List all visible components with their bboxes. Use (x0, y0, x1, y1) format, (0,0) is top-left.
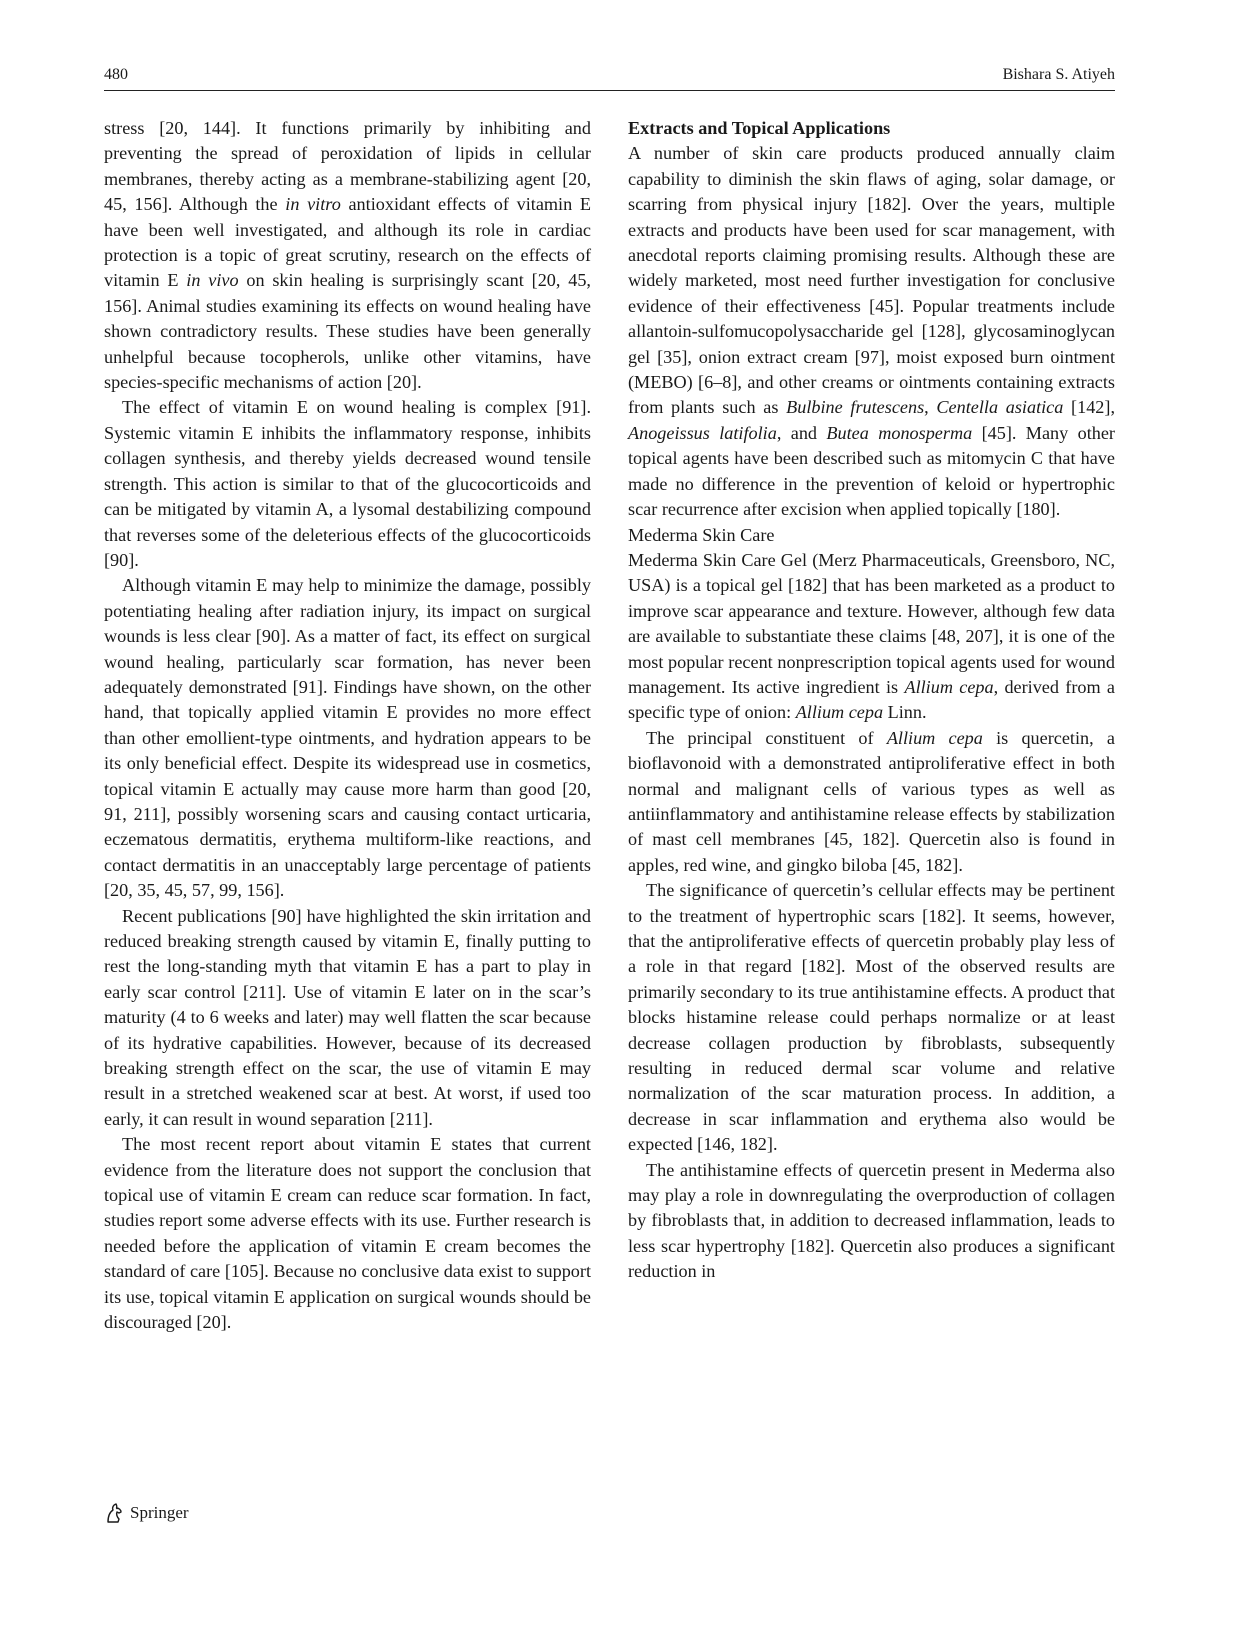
paragraph (628, 548, 1115, 726)
text-run: A number of skin care products produced annually claim capability to diminish the skin flaws of aging, solar damage, or scarring from physical injury [182]. Over the years, multiple extracts and products have been used for scar management, with anecdotal reports claiming promising results. Although these are widely marketed, most need further investigation for conclusive evidence of their effectiveness [45]. Popular treatments include allantoin-sulfomucopolysaccharide gel [128], glycosaminoglycan gel [35], onion extract cream [97], moist exposed burn ointment (MEBO) [6–8], and other creams or ointments containing extracts from plants such as (628, 143, 1115, 418)
paragraph: Recent publications [90] have highlighted the skin irritation and reduced breaking strength caused by vitamin E, finally putting to rest the long-standing myth that vitamin E has a part to play in early scar control [211]. Use of vitamin E later on in the scar’s maturity (4 to 6 weeks and later) may well flatten the scar because of its hydrative capabilities. However, because of its decreased breaking strength effect on the scar, the use of vitamin E may result in a stretched weakened scar at best. At worst, if used too early, it can result in wound separation [211]. (104, 905, 591, 1129)
text-run: , derived from a specific type of onion: (628, 676, 1116, 723)
italic-term: Anogeissus latifolia (628, 422, 777, 443)
italic-term: Allium cepa (886, 727, 983, 748)
paragraph: The antihistamine effects of quercetin present in Mederma also may play a role in downregulating the overproduction of collagen by fibroblasts that, in addition to decreased inflammation, leads to less scar hypertrophy [182]. Quercetin also produces a significant reduction in (628, 1159, 1115, 1282)
text-run: , and (776, 422, 827, 443)
italic-term: in vivo (186, 270, 239, 291)
publisher-footer (104, 1502, 189, 1524)
section-title: Extracts and Topical Applications (628, 118, 891, 138)
italic-term: Centella asiatica (936, 397, 1064, 418)
paragraph: The significance of quercetin’s cellular effects may be pertinent to the treatment of hypertrophic scars [182]. It seems, however, that the antiproliferative effects of quercetin probably play less of a role in that regard [182]. Most of the observed results are primarily secondary to its true antihistamine effects. A product that blocks histamine release could perhaps normalize or at least decrease collagen production by fibroblasts, subsequently resulting in reduced dermal scar volume and relative normalization of the scar maturation process. In addition, a decrease in scar inflammation and erythema also would be expected [146, 182]. (628, 880, 1115, 1155)
paragraph: Although vitamin E may help to minimize the damage, possibly potentiating healing after radiation injury, its impact on surgical wounds is less clear [90]. As a matter of fact, its effect on surgical wound healing, particularly scar formation, has never been adequately demonstrated [91]. Findings have shown, on the other hand, that topically applied vitamin E provides no more effect than other emollient-type ointments, and hydration appears to be its only beneficial effect. Despite its widespread use in cosmetics, topical vitamin E actually may cause more harm than good [20, 91, 211], possibly worsening scars and causing contact urticaria, eczematous dermatitis, erythema multiform-like reactions, and contact dermatitis in an unacceptably large percentage of patients [20, 35, 45, 57, 99, 156]. (104, 575, 591, 901)
text-run: stress [20, 144]. It functions primarily by inhibiting and preventing the spread of peroxidation of lipids in cellular membranes, thereby acting as a membrane-stabilizing agent [20, 45, 156]. Although the (104, 118, 591, 215)
left-column (104, 116, 591, 1336)
text-run: antioxidant effects of vitamin E have been well investigated, and although its role in cardiac protection is a topic of great scrutiny, research on the effects of vitamin E (104, 194, 591, 291)
springer-horse-icon (104, 1502, 126, 1524)
publisher-name: Springer (130, 1503, 189, 1522)
text-run: is quercetin, a bioflavonoid with a demonstrated antiproliferative effect in both normal and malignant cells of various types as well as antiinflammatory and antihistamine release effects by stabilization of mast cell membranes [45, 182]. Quercetin also is found in apples, red wine, and gingko biloba [45, 182]. (628, 727, 1115, 875)
italic-term: in vitro (285, 194, 341, 215)
text-run: [142], (1063, 397, 1115, 418)
right-column (628, 116, 1115, 1285)
paragraph (104, 116, 591, 395)
text-run: Mederma Skin Care Gel (Merz Pharmaceuticals, Greensboro, NC, USA) is a topical gel [182] that has been marketed as a product to improve scar appearance and texture. However, although few data are available to substantiate these claims [48, 207], it is one of the most popular recent nonprescription topical agents used for wound management. Its active ingredient is (628, 549, 1115, 697)
italic-term: Butea monosperma (826, 422, 973, 443)
text-run: , (924, 397, 937, 418)
running-author: Bishara S. Atiyeh (1002, 66, 1115, 83)
subsection-title: Mederma Skin Care (628, 524, 775, 545)
italic-term: Allium cepa (795, 702, 884, 723)
running-header (104, 58, 1115, 88)
italic-term: Bulbine frutescens (786, 397, 925, 418)
text-run: Linn. (883, 702, 927, 723)
text-run: [45]. Many other topical agents have been described such as mitomycin C that have made no difference in the prevention of keloid or hypertrophic scar recurrence after excision when applied topically [180]. (628, 422, 1115, 520)
paragraph: The most recent report about vitamin E states that current evidence from the literature does not support the conclusion that topical use of vitamin E cream can reduce scar formation. In fact, studies report some adverse effects with its use. Further research is needed before the application of vitamin E cream becomes the standard of care [105]. Because no conclusive data exist to support its use, topical vitamin E application on surgical wounds should be discouraged [20]. (104, 1134, 591, 1333)
italic-term: Allium cepa (904, 676, 994, 697)
paragraph (628, 726, 1115, 878)
paragraph: The effect of vitamin E on wound healing is complex [91]. Systemic vitamin E inhibits the inflammatory response, inhibits collagen synthesis, and thereby yields decreased wound tensile strength. This action is similar to that of the glucocorticoids and can be mitigated by vitamin A, a lysomal destabilizing compound that reverses some of the deleterious effects of the glucocorticoids [90]. (104, 397, 591, 570)
text-run: The principal constituent of (646, 727, 887, 748)
text-run: on skin healing is surprisingly scant [20, 45, 156]. Animal studies examining its effects on wound healing have shown contradictory results. These studies have been generally unhelpful because tocopherols, unlike other vitamins, have species-specific mechanisms of action [20]. (104, 270, 591, 393)
header-rule (104, 90, 1115, 91)
page-number: 480 (104, 66, 128, 83)
paragraph (628, 141, 1115, 522)
